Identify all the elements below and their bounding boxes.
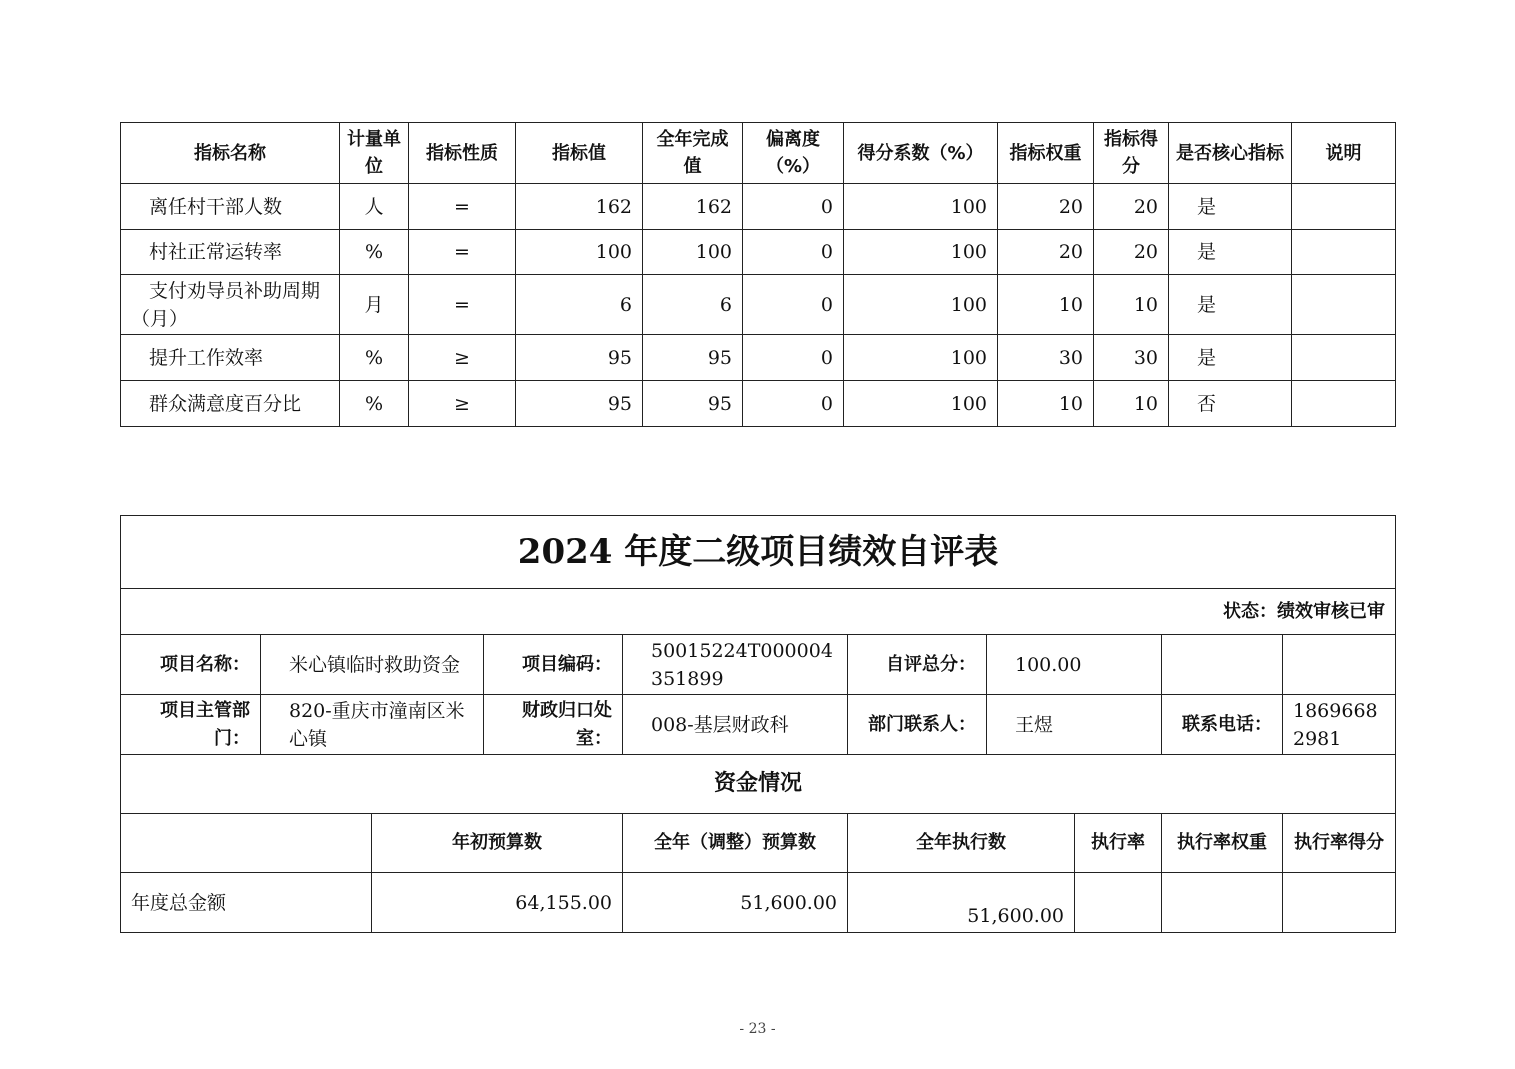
header-deviation: 偏离度（%） (743, 123, 844, 184)
indicator-coefficient: 100 (844, 381, 998, 427)
indicator-nature: ≥ (409, 381, 516, 427)
page-number: - 23 - (739, 1021, 776, 1037)
indicator-score: 20 (1094, 184, 1169, 230)
indicator-nature: = (409, 275, 516, 335)
header-actual: 全年完成值 (643, 123, 743, 184)
indicator-is-core: 否 (1169, 381, 1292, 427)
funds-section-row (121, 755, 1396, 814)
header-nature: 指标性质 (409, 123, 516, 184)
funds-initial-budget: 64,155.00 (372, 873, 623, 933)
indicators-table (120, 122, 1396, 427)
indicator-note (1292, 335, 1396, 381)
indicator-actual: 95 (643, 381, 743, 427)
self-evaluation-table (120, 515, 1396, 933)
header-adjusted-budget: 全年（调整）预算数 (623, 814, 848, 873)
indicator-score: 10 (1094, 275, 1169, 335)
indicator-score: 10 (1094, 381, 1169, 427)
indicator-weight: 10 (998, 275, 1094, 335)
indicator-target: 6 (516, 275, 643, 335)
funds-section-title: 资金情况 (121, 755, 1396, 814)
indicator-coefficient: 100 (844, 335, 998, 381)
indicator-is-core: 是 (1169, 275, 1292, 335)
indicator-nature: = (409, 184, 516, 230)
indicator-coefficient: 100 (844, 275, 998, 335)
header-weight: 指标权重 (998, 123, 1094, 184)
funds-exec-rate (1075, 873, 1162, 933)
finance-office-value: 008-基层财政科 (623, 695, 848, 755)
indicator-unit: 人 (340, 184, 409, 230)
header-target: 指标值 (516, 123, 643, 184)
header-note: 说明 (1292, 123, 1396, 184)
project-code-label: 项目编码： (484, 635, 623, 695)
header-exec-rate: 执行率 (1075, 814, 1162, 873)
project-info-row (121, 635, 1396, 695)
funds-header-empty (121, 814, 372, 873)
indicator-weight: 20 (998, 184, 1094, 230)
header-indicator-name: 指标名称 (121, 123, 340, 184)
indicator-target: 162 (516, 184, 643, 230)
indicator-weight: 10 (998, 381, 1094, 427)
indicator-weight: 20 (998, 230, 1094, 275)
phone-label: 联系电话： (1162, 695, 1283, 755)
indicator-nature: = (409, 230, 516, 275)
indicator-actual: 162 (643, 184, 743, 230)
funds-row-label: 年度总金额 (121, 873, 372, 933)
indicators-header-row (121, 123, 1396, 184)
header-initial-budget: 年初预算数 (372, 814, 623, 873)
total-score-value: 100.00 (987, 635, 1162, 695)
funds-exec-rate-weight (1162, 873, 1283, 933)
status-badge: 状态：绩效审核已审 (121, 589, 1396, 635)
indicator-deviation: 0 (743, 230, 844, 275)
title-row (121, 516, 1396, 589)
indicator-unit: % (340, 230, 409, 275)
table-row (121, 230, 1396, 275)
header-coefficient: 得分系数（%） (844, 123, 998, 184)
indicator-is-core: 是 (1169, 230, 1292, 275)
indicator-target: 100 (516, 230, 643, 275)
department-value: 820-重庆市潼南区米心镇 (261, 695, 484, 755)
contact-value: 王煜 (987, 695, 1162, 755)
table-row (121, 335, 1396, 381)
indicator-deviation: 0 (743, 335, 844, 381)
finance-office-label: 财政归口处室： (484, 695, 623, 755)
page-title: 2024 年度二级项目绩效自评表 (121, 516, 1396, 589)
indicator-unit: % (340, 381, 409, 427)
funds-adjusted-budget: 51,600.00 (623, 873, 848, 933)
indicator-score: 30 (1094, 335, 1169, 381)
header-exec-rate-weight: 执行率权重 (1162, 814, 1283, 873)
indicator-note (1292, 275, 1396, 335)
empty-cell (1283, 635, 1396, 695)
project-code-value: 50015224T000004351899 (623, 635, 848, 695)
indicator-target: 95 (516, 335, 643, 381)
header-is-core: 是否核心指标 (1169, 123, 1292, 184)
indicator-note (1292, 184, 1396, 230)
indicator-score: 20 (1094, 230, 1169, 275)
department-info-row (121, 695, 1396, 755)
indicator-name: 群众满意度百分比 (121, 381, 340, 427)
status-row (121, 589, 1396, 635)
table-row (121, 275, 1396, 335)
indicator-note (1292, 381, 1396, 427)
indicator-is-core: 是 (1169, 184, 1292, 230)
project-name-value: 米心镇临时救助资金 (261, 635, 484, 695)
indicator-nature: ≥ (409, 335, 516, 381)
table-row (121, 184, 1396, 230)
indicator-weight: 30 (998, 335, 1094, 381)
indicator-unit: % (340, 335, 409, 381)
phone-value: 18696682981 (1283, 695, 1396, 755)
header-exec-rate-score: 执行率得分 (1283, 814, 1396, 873)
indicator-deviation: 0 (743, 381, 844, 427)
indicator-coefficient: 100 (844, 230, 998, 275)
project-name-label: 项目名称： (121, 635, 261, 695)
header-score: 指标得分 (1094, 123, 1169, 184)
indicator-actual: 6 (643, 275, 743, 335)
department-label: 项目主管部门： (121, 695, 261, 755)
indicator-note (1292, 230, 1396, 275)
funds-executed: 51,600.00 (848, 873, 1075, 933)
indicator-actual: 95 (643, 335, 743, 381)
indicator-deviation: 0 (743, 184, 844, 230)
indicator-name: 村社正常运转率 (121, 230, 340, 275)
table-row (121, 381, 1396, 427)
indicator-unit: 月 (340, 275, 409, 335)
indicator-name: 提升工作效率 (121, 335, 340, 381)
indicator-name: 支付劝导员补助周期（月） (121, 275, 340, 335)
indicator-name: 离任村干部人数 (121, 184, 340, 230)
table-row (121, 873, 1396, 933)
funds-header-row (121, 814, 1396, 873)
indicator-is-core: 是 (1169, 335, 1292, 381)
indicator-deviation: 0 (743, 275, 844, 335)
empty-cell (1162, 635, 1283, 695)
indicator-coefficient: 100 (844, 184, 998, 230)
funds-exec-rate-score (1283, 873, 1396, 933)
total-score-label: 自评总分： (848, 635, 987, 695)
indicator-actual: 100 (643, 230, 743, 275)
indicator-target: 95 (516, 381, 643, 427)
header-unit: 计量单位 (340, 123, 409, 184)
contact-label: 部门联系人： (848, 695, 987, 755)
header-executed: 全年执行数 (848, 814, 1075, 873)
